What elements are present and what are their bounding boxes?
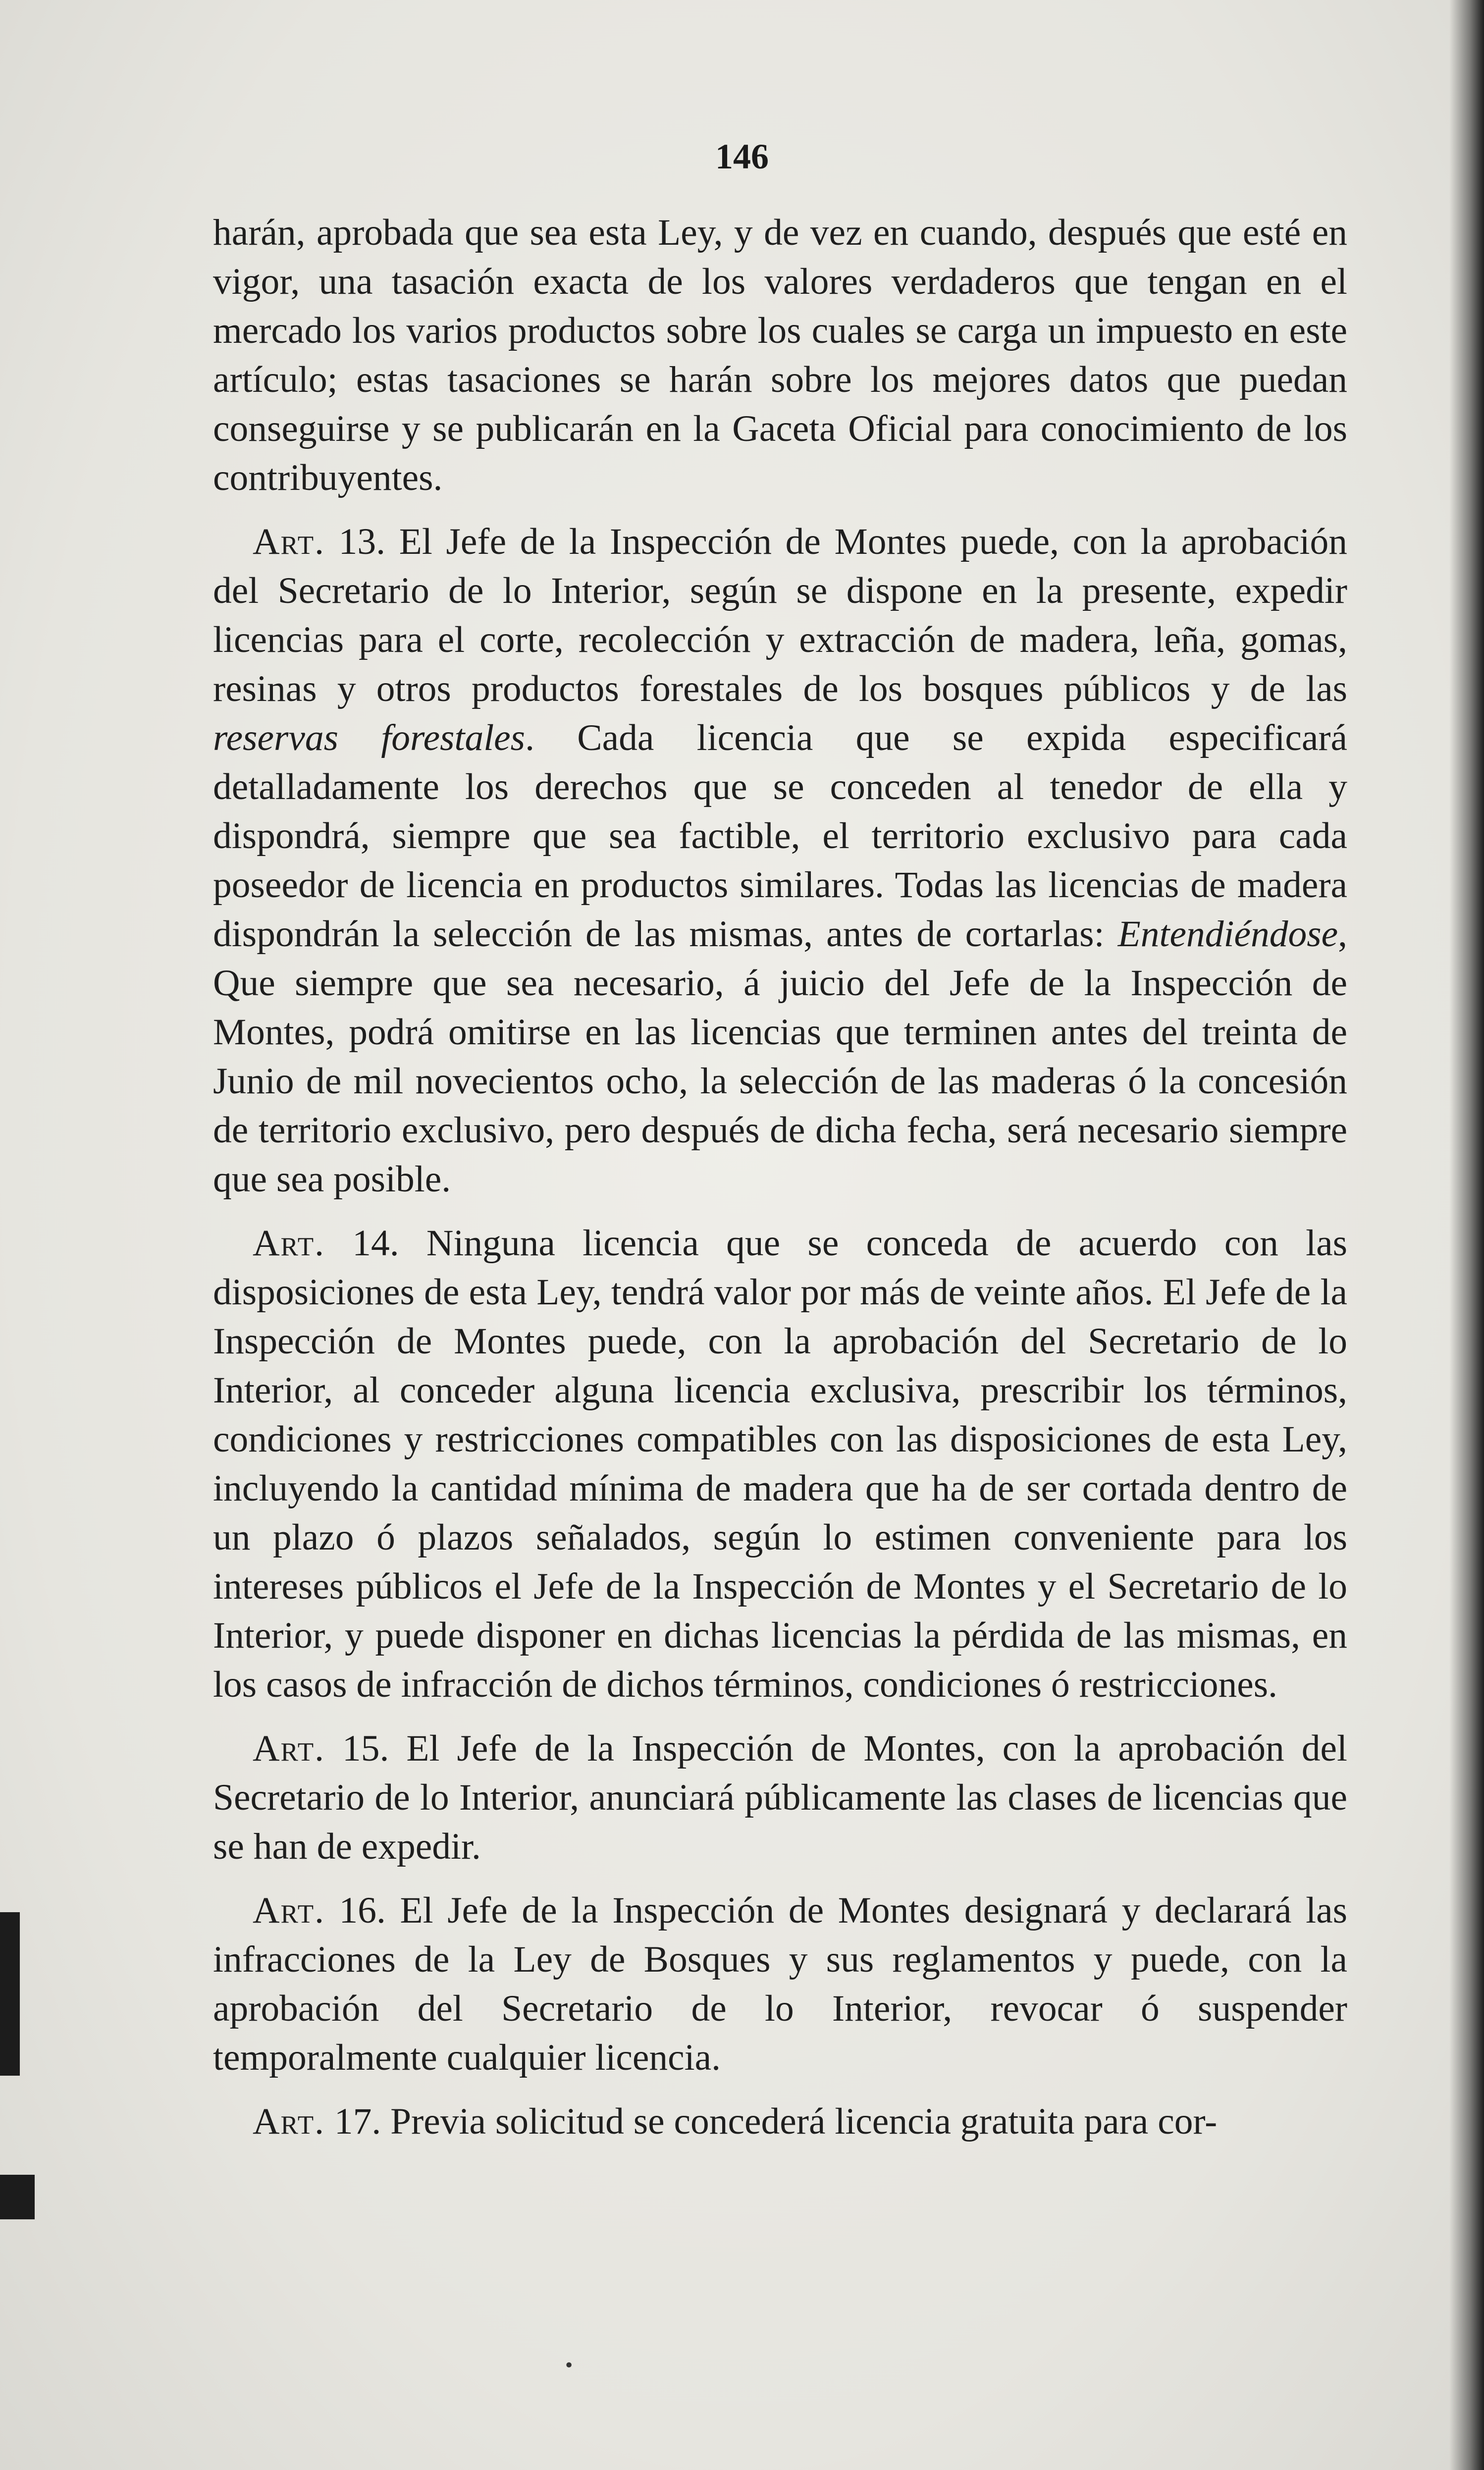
article-paragraph xyxy=(213,1219,1347,1709)
page-number: 146 xyxy=(715,137,769,176)
italic-text: Entendiéndose xyxy=(1117,913,1338,955)
scan-edge-mark xyxy=(0,2175,35,2219)
scan-edge-mark xyxy=(0,1912,20,2076)
article-number: 17. xyxy=(334,2101,381,2142)
paragraph-text: Ninguna licencia que se conceda de acuerdo con las disposiciones de esta Ley, tendrá valor por más de veinte años. El Jefe de la Inspección de Montes puede, con la aprobación del Secretario de lo Interior, al conceder alguna licencia exclusiva, prescribir los términos, condiciones y restricciones compatibles con las disposiciones de esta Ley, incluyendo la cantidad mínima de madera que ha de ser cortada dentro de un plazo ó plazos señalados, según lo estimen conveniente para los intereses públicos el Jefe de la Inspección de Montes y el Secretario de lo Interior, y puede disponer en dichas licencias la pérdida de las mismas, en los casos de infracción de dichos términos, condiciones ó restricciones. xyxy=(213,1223,1348,1705)
continuation-paragraph xyxy=(213,208,1347,502)
paragraph-text: , Que siempre que sea necesario, á juicio del Jefe de la Inspección de Montes, podrá omitirse en las licencias que terminen antes del treinta de Junio de mil novecientos ocho, la selección de las maderas ó la concesión de territorio exclusivo, pero después de dicha fecha, será necesario siempre que sea posible. xyxy=(213,913,1347,1200)
body-text xyxy=(213,208,1347,2146)
article-paragraph xyxy=(213,1724,1347,1871)
article-number: 13. xyxy=(338,521,386,562)
page-binding-shadow xyxy=(1449,0,1484,2470)
paragraph-text: Previa solicitud se concederá licencia gratuita para cor- xyxy=(390,2101,1218,2142)
footer-mark: • xyxy=(564,2356,575,2376)
paragraph-text: harán, aprobada que sea esta Ley, y de vez en cuando, después que esté en vigor, una tasación exacta de los valores verdaderos que tengan en el mercado los varios productos sobre los cuales se carga un impuesto en este artículo; estas tasaciones se harán sobre los mejores datos que puedan conseguirse y se publicarán en la Gaceta Oficial para conocimiento de los contribuyentes. xyxy=(213,212,1347,498)
article-number: 15. xyxy=(342,1728,389,1769)
paragraph-text: El Jefe de la Inspección de Montes designará y declarará las infracciones de la Ley de Bosques y sus reglamentos y puede, con la aprobación del Secretario de lo Interior, revocar ó suspender temporalmente cualquier licencia. xyxy=(213,1890,1348,2078)
paragraph-text: El Jefe de la Inspección de Montes puede, con la aprobación del Secretario de lo Interior, según se dispone en la presente, expedir licencias para el corte, recolección y extracción de madera, leña, gomas, resinas y otros productos forestales de los bosques públicos y de las xyxy=(213,521,1347,709)
article-paragraph xyxy=(213,517,1347,1204)
article-label: Art. xyxy=(253,1223,325,1264)
article-number: 14. xyxy=(352,1223,399,1264)
article-label: Art. xyxy=(253,2101,325,2142)
paragraph-text: . Cada licencia que se expida especificará detalladamente los derechos que se conceden al tenedor de ella y dispondrá, siempre que sea factible, el territorio exclusivo para cada poseedor de licencia en productos similares. Todas las licencias de madera dispondrán la selección de las mismas, antes de cortarlas: xyxy=(213,717,1347,955)
article-paragraph xyxy=(213,1886,1347,2082)
article-label: Art. xyxy=(253,1728,325,1769)
article-label: Art. xyxy=(253,1890,325,1931)
article-paragraph xyxy=(213,2097,1347,2146)
article-number: 16. xyxy=(339,1890,386,1931)
article-label: Art. xyxy=(253,521,325,562)
italic-text: reservas forestales xyxy=(213,717,526,758)
paragraph-text: El Jefe de la Inspección de Montes, con la aprobación del Secretario de lo Interior, anunciará públicamente las clases de licencias que se han de expedir. xyxy=(213,1728,1348,1867)
